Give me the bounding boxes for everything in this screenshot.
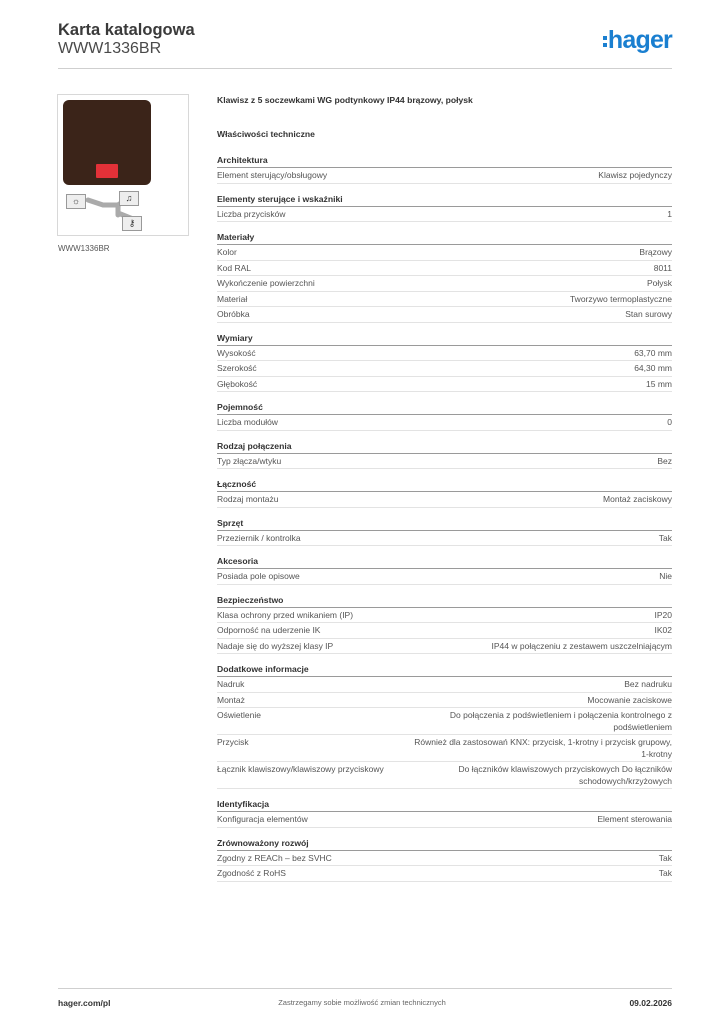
group-title: Elementy sterujące i wskaźniki: [217, 184, 672, 207]
spec-label: Łącznik klawiszowy/klawiszowy przyciskowy: [217, 764, 384, 774]
spec-row: [217, 708, 672, 735]
spec-value: Tak: [658, 868, 672, 878]
group-title: Łączność: [217, 469, 672, 492]
spec-label: Klasa ochrony przed wnikaniem (IP): [217, 609, 354, 620]
footer-url-link[interactable]: hager.com/pl: [58, 998, 111, 1008]
spec-value: Klawisz pojedynczy: [598, 170, 672, 180]
spec-value: Bez: [657, 455, 672, 466]
footer-date: 09.02.2026: [629, 998, 672, 1008]
spec-label: Szerokość: [217, 363, 257, 373]
spec-value: 8011: [653, 262, 672, 273]
spec-label: Wysokość: [217, 347, 256, 358]
spec-label: Montaż: [217, 694, 245, 705]
spec-label: Liczba przycisków: [217, 208, 286, 219]
spec-value: Mocowanie zaciskowe: [587, 694, 672, 705]
group-title: Identyfikacja: [217, 789, 672, 812]
spec-label: Głębokość: [217, 378, 258, 389]
spec-row: [217, 677, 672, 693]
group-title: Akcesoria: [217, 546, 672, 569]
spec-label: Kod RAL: [217, 262, 252, 273]
footer-disclaimer: Zastrzegamy sobie możliwość zmian technicznych: [278, 998, 446, 1007]
spec-label: Konfiguracja elementów: [217, 814, 308, 824]
spec-label: Zgodny z REACh – bez SVHC: [217, 852, 332, 863]
spec-groups: [217, 145, 672, 882]
spec-value: 64,30 mm: [634, 363, 672, 373]
image-caption: WWW1336BR: [58, 244, 110, 253]
spec-value: Bez nadruku: [624, 679, 672, 689]
spec-label: Wykończenie powierzchni: [217, 278, 315, 288]
spec-value: 0: [667, 417, 672, 427]
spec-value: 63,70 mm: [634, 347, 672, 358]
header-title: Karta katalogowa: [58, 21, 195, 39]
sun-icon: ☼: [66, 194, 86, 209]
group-title: Dodatkowe informacje: [217, 654, 672, 677]
spec-label: Przycisk: [217, 737, 249, 747]
footer-divider: [58, 988, 672, 989]
spec-row: [217, 735, 672, 762]
logo-text: hager: [607, 26, 672, 54]
spec-value: Tworzywo termoplastyczne: [569, 293, 672, 304]
spec-label: Typ złącza/wtyku: [217, 455, 282, 466]
spec-row: [217, 292, 672, 308]
spec-row: [217, 623, 672, 639]
spec-row: [217, 492, 672, 508]
spec-row: [217, 207, 672, 223]
spec-row: [217, 762, 672, 789]
spec-label: Element sterujący/obsługowy: [217, 170, 328, 180]
key-icon: ⚷: [122, 216, 142, 231]
spec-value: Element sterowania: [597, 814, 672, 824]
spec-row: [217, 276, 672, 292]
spec-value: IK02: [654, 625, 672, 635]
spec-label: Materiał: [217, 293, 248, 304]
group-title: Materiały: [217, 222, 672, 245]
spec-value: Tak: [658, 852, 672, 863]
spec-label: Kolor: [217, 247, 237, 257]
header-divider: [58, 68, 672, 69]
spec-row: [217, 168, 672, 184]
spec-label: Liczba modułów: [217, 417, 278, 427]
spec-row: [217, 531, 672, 547]
spec-row: [217, 307, 672, 323]
group-title: Architektura: [217, 145, 672, 168]
group-title: Zrównoważony rozwój: [217, 828, 672, 851]
spec-row: [217, 261, 672, 277]
group-title: Wymiary: [217, 323, 672, 346]
spec-content: [217, 94, 672, 882]
spec-value: Również dla zastosowań KNX: przycisk, 1-krotny i przycisk grupowy, 1-krotny: [414, 737, 672, 759]
spec-label: Nadruk: [217, 679, 245, 689]
spec-row: [217, 866, 672, 882]
spec-label: Odporność na uderzenie IK: [217, 625, 321, 635]
spec-row: [217, 415, 672, 431]
spec-label: Zgodność z RoHS: [217, 868, 286, 878]
group-title: Bezpieczeństwo: [217, 585, 672, 608]
spec-value: Połysk: [646, 278, 672, 288]
spec-label: Obróbka: [217, 309, 250, 319]
header-product-code: WWW1336BR: [58, 40, 162, 57]
spec-row: [217, 377, 672, 393]
group-title: Rodzaj połączenia: [217, 431, 672, 454]
group-title: Pojemność: [217, 392, 672, 415]
spec-label: Nadaje się do wyższej klasy IP: [217, 640, 334, 651]
group-title: Sprzęt: [217, 508, 672, 531]
logo-dots-icon: [603, 33, 607, 50]
spec-row: [217, 245, 672, 261]
spec-value: 15 mm: [646, 378, 672, 389]
product-title: Klawisz z 5 soczewkami WG podtynkowy IP44 brązowy, połysk: [217, 95, 473, 105]
spec-value: Brązowy: [639, 247, 672, 257]
spec-value: IP20: [654, 609, 672, 620]
spec-label: Posiada pole opisowe: [217, 571, 300, 581]
spec-row: [217, 639, 672, 655]
hager-logo[interactable]: [603, 28, 672, 53]
bell-icon: ♫: [119, 191, 139, 206]
spec-value: Do łączników klawiszowych przyciskowych Do łączników schodowych/krzyżowych: [458, 764, 672, 786]
spec-row: [217, 608, 672, 624]
label-connector-lines: [58, 95, 188, 235]
spec-label: Przeziernik / kontrolka: [217, 532, 301, 543]
product-image: [57, 94, 189, 236]
spec-label: Rodzaj montażu: [217, 494, 279, 504]
spec-label: Oświetlenie: [217, 710, 261, 720]
spec-value: Do połączenia z podświetleniem i połączenia kontrolnego z podświetleniem: [449, 710, 672, 732]
spec-row: [217, 693, 672, 709]
section-title: Właściwości techniczne: [217, 129, 315, 139]
spec-value: Stan surowy: [625, 309, 672, 319]
spec-row: [217, 346, 672, 362]
spec-row: [217, 812, 672, 828]
spec-row: [217, 851, 672, 867]
spec-row: [217, 454, 672, 470]
spec-row: [217, 569, 672, 585]
spec-value: Tak: [658, 532, 672, 543]
spec-row: [217, 361, 672, 377]
spec-value: Nie: [659, 571, 672, 581]
spec-value: IP44 w połączeniu z zestawem uszczelniającym: [491, 640, 672, 651]
spec-value: 1: [667, 208, 672, 219]
spec-value: Montaż zaciskowy: [603, 494, 672, 504]
